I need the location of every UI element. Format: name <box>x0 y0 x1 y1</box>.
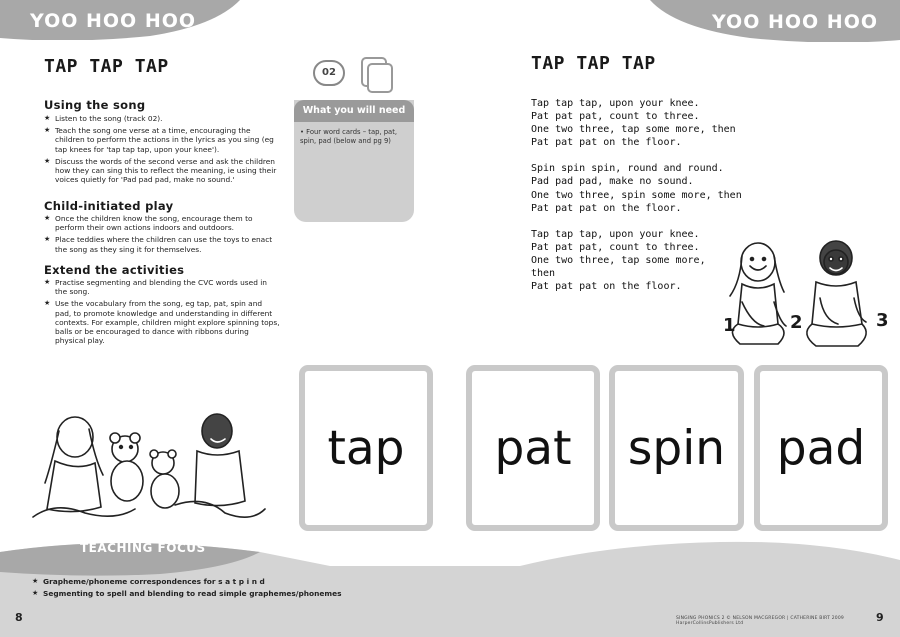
list-item: ★ Listen to the song (track 02). <box>44 114 280 123</box>
count-label-2: 2 <box>790 312 803 333</box>
list-item: ★ Segmenting to spell and blending to read simple graphemes/phonemes <box>32 589 342 598</box>
count-label-3: 3 <box>876 310 889 331</box>
teaching-focus-list <box>32 577 342 601</box>
lyric-line: then <box>531 268 556 280</box>
section-title-using-song: Using the song <box>44 98 146 112</box>
lyric-line: Pat pat pat, count to three. <box>531 241 700 253</box>
right-banner <box>650 0 900 42</box>
page-number-right: 9 <box>876 611 884 624</box>
word-cards-icon <box>358 56 398 94</box>
word-card-tap: tap <box>299 365 433 531</box>
lyric-line: Pat pat pat on the floor. <box>531 281 682 293</box>
lyric-line: Spin spin spin, round and round. <box>531 163 724 175</box>
left-heading: TAP TAP TAP <box>44 56 169 77</box>
lyric-line: One two three, spin some more, then <box>531 189 742 201</box>
song-lyrics <box>531 97 751 306</box>
section-title-extend: Extend the activities <box>44 263 185 277</box>
list-item: ★ Once the children know the song, encourage them to perform their own actions indoors and outdoors. <box>44 214 280 232</box>
children-tapping-illustration <box>720 232 895 362</box>
verse-2 <box>531 162 751 214</box>
lyric-line: One two three, tap some more, then <box>531 124 736 136</box>
lyric-line: Pad pad pad, make no sound. <box>531 176 694 188</box>
list-item: ★ Place teddies where the children can use the toys to enact the song as they sing it for themselves. <box>44 235 280 253</box>
lyric-line: Pat pat pat on the floor. <box>531 137 682 149</box>
lyric-line: Tap tap tap, upon your knee. <box>531 98 700 109</box>
children-teddies-illustration <box>25 405 275 533</box>
lyric-line: Tap tap tap, upon your knee. <box>531 228 700 240</box>
lyric-line: One two three, tap some more, <box>531 254 706 266</box>
lyric-line: Pat pat pat on the floor. <box>531 202 682 214</box>
list-item: ★ Discuss the words of the second verse and ask the children how they can sing this to reflect the meaning, ie using their voices quietly for 'Pad pad pad, make no sound.' <box>44 157 280 185</box>
list-item: ★ Grapheme/phoneme correspondences for s a t p i n d <box>32 577 342 586</box>
footer-credit: SINGING PHONICS 2 © NELSON MACGREGOR | CATHERINE BIRT 2009 HarperCollinsPublishers Ltd <box>676 616 844 626</box>
word-card-pat: pat <box>466 365 600 531</box>
count-label-1: 1 <box>723 315 736 336</box>
page-number-left: 8 <box>15 611 23 624</box>
using-song-list <box>44 114 280 187</box>
verse-1 <box>531 97 751 149</box>
what-you-need-item: • Four word cards – tap, pat, spin, pad (below and pg 9) <box>300 128 398 145</box>
right-banner-title: YOO HOO HOO <box>711 11 878 33</box>
extend-list <box>44 278 280 348</box>
word-card-pad: pad <box>754 365 888 531</box>
left-banner <box>0 0 240 40</box>
lyric-line: Pat pat pat, count to three. <box>531 111 700 123</box>
what-you-need-box <box>294 100 414 222</box>
left-banner-title: YOO HOO HOO <box>30 10 197 32</box>
track-number-badge: 02 <box>313 60 345 86</box>
list-item: ★ Practise segmenting and blending the CVC words used in the song. <box>44 278 280 296</box>
right-heading: TAP TAP TAP <box>531 53 656 74</box>
section-title-child-play: Child-initiated play <box>44 199 174 213</box>
child-play-list <box>44 214 280 257</box>
list-item: ★ Use the vocabulary from the song, eg tap, pat, spin and pad, to promote knowledge and understanding in different contexts. For example, children might explore spinning tops, balls or be encouraged to dance with ribbons during physical play. <box>44 299 280 345</box>
list-item: ★ Teach the song one verse at a time, encouraging the children to perform the actions in the lyrics as you sing (eg tap knees for 'tap tap tap, upon your knee'). <box>44 126 280 154</box>
what-you-need-title: What you will need <box>294 100 414 122</box>
word-card-spin: spin <box>609 365 744 531</box>
need-item-text: Four word cards – tap, pat, spin, pad (below and pg 9) <box>300 128 398 145</box>
verse-3 <box>531 228 751 293</box>
teaching-focus-title: TEACHING FOCUS <box>80 541 206 555</box>
